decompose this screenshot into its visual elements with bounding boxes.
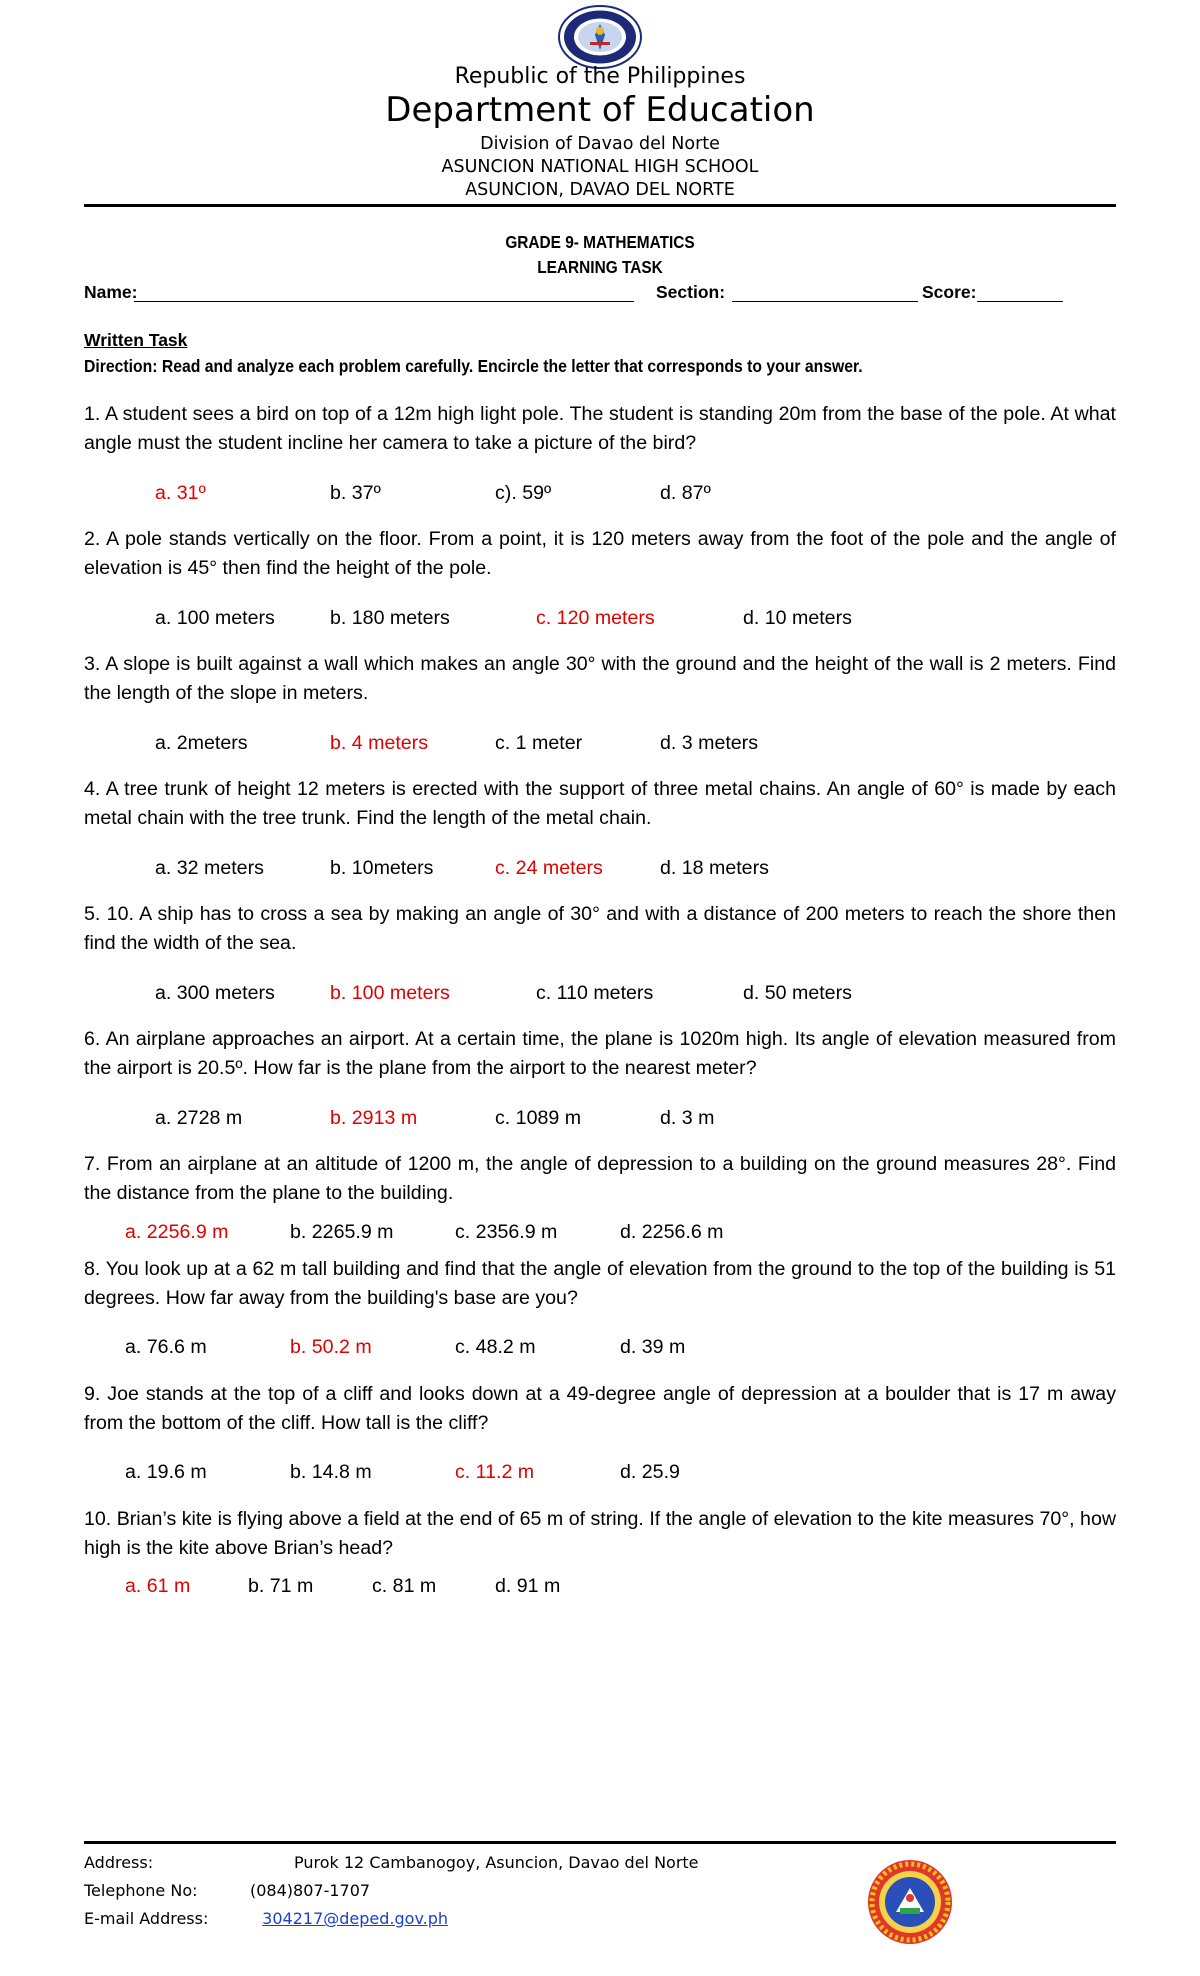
task-title: LEARNING TASK bbox=[537, 257, 663, 277]
answer-option-correct[interactable]: b. 4 meters bbox=[330, 732, 429, 754]
question-text: 1. A student sees a bird on top of a 12m high light pole. The student is standing 20m from the base of the pole. At what angle must the student incline her camera to take a picture of the bird? bbox=[84, 403, 1116, 454]
answer-option[interactable]: b. 14.8 m bbox=[290, 1461, 372, 1483]
answer-options bbox=[0, 1461, 1200, 1487]
answer-option[interactable]: d. 3 meters bbox=[660, 732, 759, 754]
answer-option-correct[interactable]: a. 2256.9 m bbox=[125, 1221, 229, 1243]
student-info-line bbox=[84, 282, 1116, 306]
answer-option[interactable]: a. 2meters bbox=[155, 732, 248, 754]
answer-option-correct[interactable]: b. 2913 m bbox=[330, 1107, 418, 1129]
answer-options bbox=[0, 732, 1200, 758]
email-value[interactable]: 304217@deped.gov.ph bbox=[262, 1909, 449, 1928]
school-address: ASUNCION, DAVAO DEL NORTE bbox=[465, 180, 735, 200]
answer-option-correct[interactable]: c. 24 meters bbox=[495, 857, 603, 879]
school-name: ASUNCION NATIONAL HIGH SCHOOL bbox=[441, 157, 759, 177]
name-label: Name: bbox=[84, 282, 138, 302]
answer-option[interactable]: d. 18 meters bbox=[660, 857, 769, 879]
footer-divider bbox=[84, 1841, 1116, 1844]
answer-option[interactable]: c. 1 meter bbox=[495, 732, 583, 754]
answer-option[interactable]: d. 2256.6 m bbox=[620, 1221, 724, 1243]
question-text: 10. Brian’s kite is flying above a field at the end of 65 m of string. If the angle of elevation to the kite measures 70°, how high is the kite above Brian’s head? bbox=[84, 1508, 1116, 1559]
name-blank[interactable] bbox=[134, 301, 634, 302]
section-heading: Written Task bbox=[84, 330, 188, 350]
answer-option[interactable]: d. 50 meters bbox=[743, 982, 852, 1004]
answer-option[interactable]: c. 81 m bbox=[372, 1575, 437, 1597]
republic-line: Republic of the Philippines bbox=[454, 64, 746, 89]
answer-option[interactable]: d. 39 m bbox=[620, 1336, 686, 1358]
answer-option[interactable]: b. 10meters bbox=[330, 857, 434, 879]
question-text: 5. 10. A ship has to cross a sea by making an angle of 30° and with a distance of 200 meters to reach the shore then find the width of the sea. bbox=[84, 903, 1116, 954]
score-label: Score: bbox=[922, 282, 977, 302]
question-text: 2. A pole stands vertically on the floor. From a point, it is 120 meters away from the foot of the pole and the angle of elevation is 45° then find the height of the pole. bbox=[84, 528, 1116, 579]
answer-option-correct[interactable]: c. 120 meters bbox=[536, 607, 655, 629]
section-blank[interactable] bbox=[732, 301, 918, 302]
answer-option[interactable]: c. 48.2 m bbox=[455, 1336, 536, 1358]
answer-option[interactable]: c). 59º bbox=[495, 482, 552, 504]
address-value: Purok 12 Cambanogoy, Asuncion, Davao del Norte bbox=[294, 1853, 699, 1872]
answer-option[interactable]: b. 180 meters bbox=[330, 607, 450, 629]
answer-option[interactable]: c. 2356.9 m bbox=[455, 1221, 558, 1243]
answer-options bbox=[0, 1336, 1200, 1362]
answer-option[interactable]: b. 37º bbox=[330, 482, 381, 504]
answer-option[interactable]: d. 3 m bbox=[660, 1107, 715, 1129]
answer-option-correct[interactable]: a. 61 m bbox=[125, 1575, 191, 1597]
subject-title: GRADE 9- MATHEMATICS bbox=[505, 232, 695, 252]
question-text: 6. An airplane approaches an airport. At a certain time, the plane is 1020m high. Its angle of elevation measured from the airport is 20.5º. How far is the plane from the airport to the nearest meter? bbox=[84, 1028, 1116, 1079]
score-blank[interactable] bbox=[977, 301, 1063, 302]
answer-option[interactable]: a. 300 meters bbox=[155, 982, 275, 1004]
answer-option[interactable]: a. 19.6 m bbox=[125, 1461, 207, 1483]
answer-option-correct[interactable]: b. 50.2 m bbox=[290, 1336, 372, 1358]
directions: Direction: Read and analyze each problem carefully. Encircle the letter that corresponds to your answer. bbox=[84, 356, 863, 376]
answer-option[interactable]: a. 100 meters bbox=[155, 607, 275, 629]
answer-option[interactable]: c. 110 meters bbox=[536, 982, 654, 1004]
section-label: Section: bbox=[656, 282, 726, 302]
header-divider bbox=[84, 204, 1116, 207]
answer-option[interactable]: a. 2728 m bbox=[155, 1107, 243, 1129]
answer-options bbox=[0, 857, 1200, 883]
question-text: 8. You look up at a 62 m tall building and find that the angle of elevation from the ground to the top of the building is 51 degrees. How far away from the building's base are you? bbox=[84, 1258, 1116, 1309]
deped-seal-icon bbox=[557, 4, 643, 70]
question-text: 3. A slope is built against a wall which makes an angle 30° with the ground and the height of the wall is 2 meters. Find the length of the slope in meters. bbox=[84, 653, 1116, 704]
answer-options bbox=[0, 982, 1200, 1008]
answer-options bbox=[0, 607, 1200, 633]
answer-options bbox=[0, 1107, 1200, 1133]
answer-option[interactable]: d. 91 m bbox=[495, 1575, 561, 1597]
question-text: 4. A tree trunk of height 12 meters is erected with the support of three metal chains. An angle of 60° is made by each metal chain with the tree trunk. Find the length of the metal chain. bbox=[84, 778, 1116, 829]
email-link[interactable] bbox=[252, 1909, 448, 1928]
answer-option-correct[interactable]: a. 31º bbox=[155, 482, 206, 504]
answer-option[interactable]: d. 10 meters bbox=[743, 607, 852, 629]
email-label: E-mail Address: bbox=[84, 1909, 209, 1928]
answer-option[interactable]: b. 71 m bbox=[248, 1575, 314, 1597]
answer-option[interactable]: d. 25.9 bbox=[620, 1461, 680, 1483]
department-title: Department of Education bbox=[385, 90, 815, 130]
address-label: Address: bbox=[84, 1853, 154, 1872]
answer-option[interactable]: a. 32 meters bbox=[155, 857, 264, 879]
answer-option[interactable]: c. 1089 m bbox=[495, 1107, 582, 1129]
answer-options bbox=[0, 1221, 1200, 1247]
answer-options bbox=[0, 482, 1200, 508]
division-line: Division of Davao del Norte bbox=[480, 134, 720, 154]
answer-option-correct[interactable]: b. 100 meters bbox=[330, 982, 450, 1004]
telephone-label: Telephone No: bbox=[84, 1881, 198, 1900]
question-text: 7. From an airplane at an altitude of 1200 m, the angle of depression to a building on the ground measures 28°. Find the distance from the plane to the building. bbox=[84, 1153, 1116, 1204]
answer-option[interactable]: a. 76.6 m bbox=[125, 1336, 207, 1358]
school-seal-icon bbox=[866, 1858, 954, 1946]
answer-options bbox=[0, 1575, 1200, 1601]
answer-option-correct[interactable]: c. 11.2 m bbox=[455, 1461, 535, 1483]
telephone-value: (084)807-1707 bbox=[250, 1881, 371, 1900]
answer-option[interactable]: b. 2265.9 m bbox=[290, 1221, 394, 1243]
question-text: 9. Joe stands at the top of a cliff and looks down at a 49-degree angle of depression at a boulder that is 17 m away from the bottom of the cliff. How tall is the cliff? bbox=[84, 1383, 1116, 1434]
answer-option[interactable]: d. 87º bbox=[660, 482, 711, 504]
